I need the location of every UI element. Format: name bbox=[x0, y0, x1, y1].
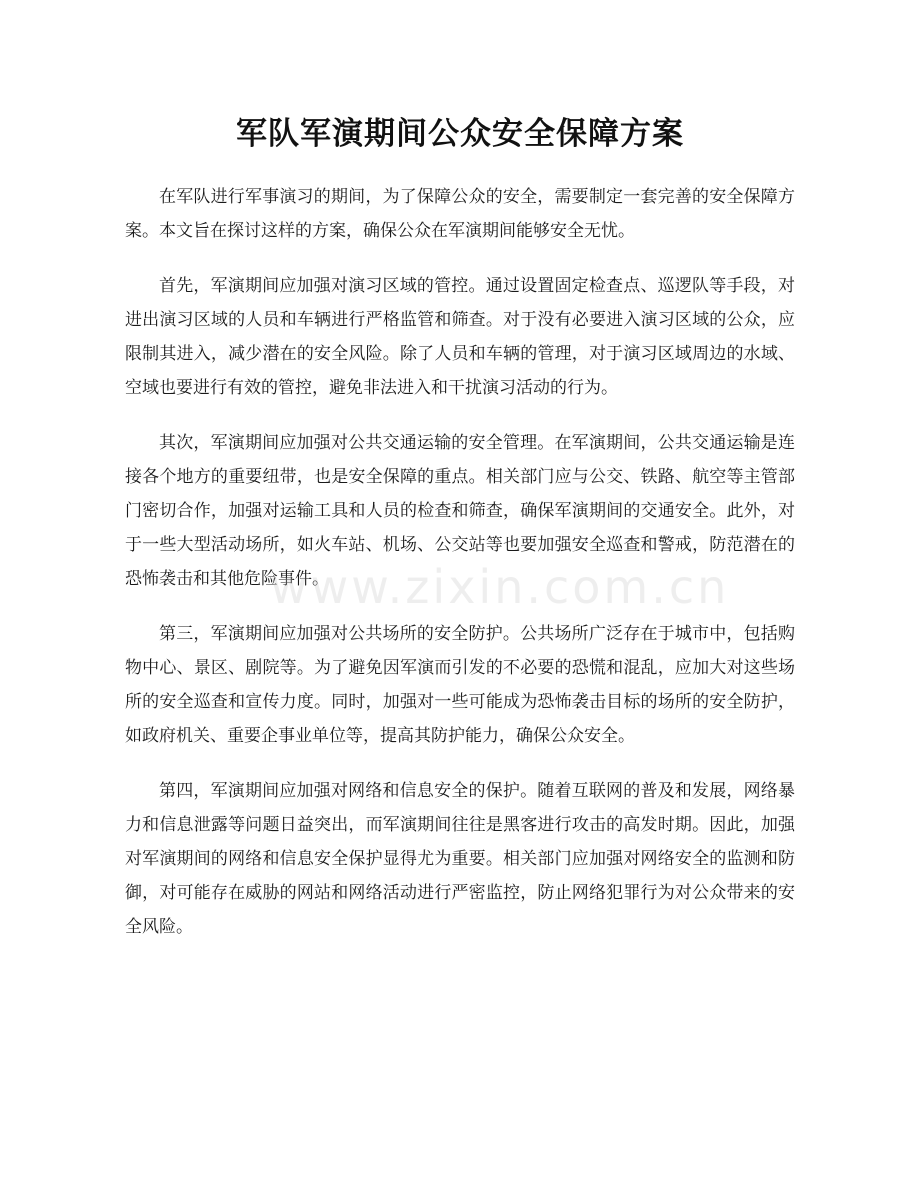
document-title: 军队军演期间公众安全保障方案 bbox=[236, 116, 684, 152]
paragraph-second: 其次，军演期间应加强对公共交通运输的安全管理。在军演期间，公共交通运输是连接各个地方的重要纽带，也是安全保障的重点。相关部门应与公交、铁路、航空等主管部门密切合作，加强对运输工具和人员的检查和筛查，确保军演期间的交通安全。此外，对于一些大型活动场所，如火车站、机场、公交站等也要加强安全巡查和警戒，防范潜在的恐怖袭击和其他危险事件。 bbox=[125, 433, 795, 589]
document-body bbox=[125, 180, 795, 965]
paragraph-intro: 在军队进行军事演习的期间，为了保障公众的安全，需要制定一套完善的安全保障方案。本文旨在探讨这样的方案，确保公众在军演期间能够安全无忧。 bbox=[125, 187, 795, 241]
paragraph-first: 首先，军演期间应加强对演习区域的管控。通过设置固定检查点、巡逻队等手段，对进出演习区域的人员和车辆进行严格监管和筛查。对于没有必要进入演习区域的公众，应限制其进入，减少潜在的安全风险。除了人员和车辆的管理，对于演习区域周边的水域、空域也要进行有效的管控，避免非法进入和干扰演习活动的行为。 bbox=[125, 276, 795, 398]
paragraph-third: 第三，军演期间应加强对公共场所的安全防护。公共场所广泛存在于城市中，包括购物中心、景区、剧院等。为了避免因军演而引发的不必要的恐慌和混乱，应加大对这些场所的安全巡查和宣传力度。同时，加强对一些可能成为恐怖袭击目标的场所的安全防护，如政府机关、重要企事业单位等，提高其防护能力，确保公众安全。 bbox=[125, 624, 795, 746]
paragraph-fourth: 第四，军演期间应加强对网络和信息安全的保护。随着互联网的普及和发展，网络暴力和信息泄露等问题日益突出，而军演期间往往是黑客进行攻击的高发时期。因此，加强对军演期间的网络和信息安全保护显得尤为重要。相关部门应加强对网络安全的监测和防御，对可能存在威胁的网站和网络活动进行严密监控，防止网络犯罪行为对公众带来的安全风险。 bbox=[125, 781, 795, 937]
watermark: www.zixin.com.cn bbox=[270, 560, 730, 614]
